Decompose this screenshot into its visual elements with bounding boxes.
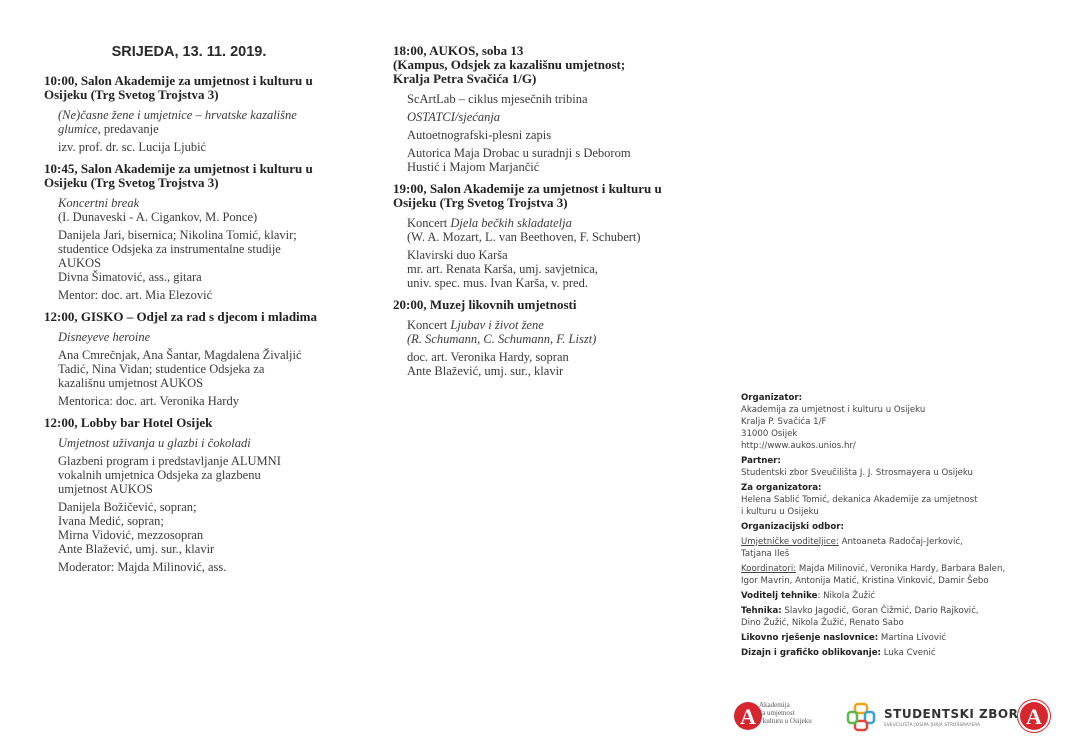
credits-segment: Studentski zbor Sveučilišta J. J. Strosmayera u Osijeku [741,468,973,478]
text-line [58,242,344,256]
credits-line [741,428,1061,440]
credits-section [741,563,1061,587]
credits-segment: i kulturu u Osijeku [741,507,819,517]
event [44,310,344,408]
credits-segment: Tehnika: [741,606,782,616]
credits-line [741,467,1061,479]
text-line [407,364,713,378]
text-segment: Autorica Maja Drobac u suradnji s Deborom [407,146,631,160]
text-segment: Danijela Jari, bisernica; Nikolina Tomić, klavir; [58,228,297,242]
text-segment: doc. art. Veronika Hardy, sopran [407,350,569,364]
credits-segment: Organizator: [741,393,803,403]
event-heading-line: 18:00, AUKOS, soba 13 [393,43,524,58]
text-line [58,140,344,154]
event-heading-line: 19:00, Salon Akademije za umjetnost i kulturu u [393,181,662,196]
event-paragraph [393,128,713,142]
credits-segment: Kralja P. Svačića 1/F [741,417,827,427]
credits-line [741,482,1061,494]
credits-segment: Koordinatori: [741,564,797,574]
credits-line [741,404,1061,416]
text-segment: Mirna Vidović, mezzosopran [58,528,204,542]
event-paragraph [393,350,713,378]
event-heading [44,416,344,430]
event-paragraph [44,196,344,224]
text-segment: Hustić i Majom Marjančić [407,160,540,174]
event [44,162,344,302]
credits-line [741,647,1061,659]
event-paragraph [44,454,344,496]
studentski-zbor-title: STUDENTSKI ZBOR [884,707,1019,721]
credits-segment: Luka Cvenić [880,648,936,658]
logo-strip [734,700,1054,734]
event-paragraph [44,500,344,556]
credits-segment: 31000 Osijek [741,429,798,439]
credits-segment: Organizacijski odbor: [741,522,844,532]
credits-segment: Voditelj tehnike [741,591,818,601]
credits-line [741,416,1061,428]
credits-segment: Slavko Jagodić, Goran Čižmić, Dario Rajković, [781,606,979,616]
event-paragraph [393,110,713,124]
text-line [58,394,344,408]
studentski-zbor-emblem-icon [846,702,876,732]
credits-segment: Likovno rješenje naslovnice: [741,633,879,643]
text-line [407,110,713,124]
credits-segment: Martina Livović [878,633,947,643]
text-segment: Koncertni break [58,196,140,210]
text-line [58,482,344,496]
text-line [407,248,713,262]
credits-segment: Umjetničke voditeljice: [741,537,839,547]
text-segment: OSTATCI/sjećanja [407,110,501,124]
akademija-logo: A [734,702,762,730]
credits-segment: Partner: [741,456,781,466]
event-paragraph [44,348,344,390]
credits-segment: Antoaneta Radočaj-Jerković, [838,537,963,547]
credits-section [741,536,1061,560]
event-paragraph [393,146,713,174]
middle-events [393,44,713,378]
credits-segment: http://www.aukos.unios.hr/ [741,441,856,451]
credits-line [741,506,1061,518]
credits-line [741,632,1061,644]
event-heading-line: 10:00, Salon Akademije za umjetnost i kulturu u [44,73,313,88]
text-segment: Danijela Božičević, sopran; [58,500,197,514]
credits-line [741,548,1061,560]
credits-segment: Dino Žužić, Nikola Žužić, Renato Sabo [741,618,904,628]
text-segment: Klavirski duo Karša [407,248,508,262]
text-line [58,362,344,376]
event [393,182,713,290]
text-line [58,454,344,468]
credits-line [741,605,1061,617]
text-line [58,288,344,302]
event-paragraph [393,92,713,106]
text-line [407,146,713,160]
text-line [58,436,344,450]
credits-segment: Dizajn i grafičko oblikovanje: [741,648,881,658]
text-segment: (W. A. Mozart, L. van Beethoven, F. Schubert) [407,230,641,244]
akademija-seal-logo: A [1020,702,1048,730]
akademija-logo-text [759,701,812,725]
event-heading [44,162,344,190]
credits-section [741,455,1061,479]
left-column [44,44,344,582]
text-line [58,228,344,242]
credits-line [741,536,1061,548]
event-heading-line: Osijeku (Trg Svetog Trojstva 3) [44,87,219,102]
text-segment: Ante Blažević, umj. sur., klavir [407,364,564,378]
text-line [58,348,344,362]
text-segment: predavanje [100,122,159,136]
event-heading-line: (Kampus, Odsjek za kazališnu umjetnost; [393,57,626,72]
text-line [407,276,713,290]
text-line [58,542,344,556]
event-paragraph [393,318,713,346]
text-segment: umjetnost AUKOS [58,482,153,496]
text-segment: Glazbeni program i predstavljanje ALUMNI [58,454,281,468]
event-heading-line: Kralja Petra Svačića 1/G) [393,71,537,86]
text-line [58,210,344,224]
logo-text-line: Akademija [759,701,790,709]
credits-section [741,647,1061,659]
text-segment: Ljubav i život žene [450,318,544,332]
event [44,74,344,154]
text-segment: Disneyeve heroine [58,330,151,344]
event [393,44,713,174]
event-heading-line: 20:00, Muzej likovnih umjetnosti [393,297,577,312]
text-segment: Tadić, Nina Vidan; studentice Odsjeka za [58,362,265,376]
credits-section [741,590,1061,602]
text-line [58,468,344,482]
text-segment: izv. prof. dr. sc. Lucija Ljubić [58,140,207,154]
text-segment: Autoetnografski-plesni zapis [407,128,552,142]
credits-segment: Helena Sablić Tomić, dekanica Akademije za umjetnost [741,495,978,505]
event-paragraph [44,228,344,284]
credits-line [741,575,1061,587]
text-segment: Koncert [407,216,451,230]
credits-section [741,632,1061,644]
text-segment: (I. Dunaveski - A. Cigankov, M. Ponce) [58,210,258,224]
event-heading-line: 12:00, GISKO – Odjel za rad s djecom i mladima [44,309,317,324]
event [393,298,713,378]
text-line [58,514,344,528]
text-line [58,560,344,574]
event-heading [393,44,713,86]
credits-segment: Tatjana Ileš [741,549,790,559]
event-paragraph [393,248,713,290]
event [44,416,344,574]
text-line [58,500,344,514]
text-segment: ScArtLab – ciklus mjesečnih tribina [407,92,588,106]
text-line [58,528,344,542]
event-paragraph [44,140,344,154]
credits-section [741,482,1061,518]
event-heading-line: Osijeku (Trg Svetog Trojstva 3) [44,175,219,190]
credits-line [741,392,1061,404]
text-segment: Divna Šimatović, ass., gitara [58,270,202,284]
credits-section [741,521,1061,533]
text-segment: Ivana Medić, sopran; [58,514,164,528]
credits-segment: : Nikola Žužić [817,591,876,601]
credits-segment: Igor Mavrin, Antonija Matić, Kristina Vinković, Damir Šebo [741,576,989,586]
text-line [58,108,344,122]
credits-section [741,605,1061,629]
text-segment: mr. art. Renata Karša, umj. savjetnica, [407,262,598,276]
text-line [58,376,344,390]
text-line [407,350,713,364]
event-heading [393,182,713,210]
text-line [407,216,713,230]
logo-text-line: i kulturu u Osijeku [759,717,812,725]
text-line [58,330,344,344]
event-heading-line: 12:00, Lobby bar Hotel Osijek [44,415,213,430]
event-heading-line: 10:45, Salon Akademije za umjetnost i kulturu u [44,161,313,176]
credits-line [741,494,1061,506]
text-segment: Ana Cmrečnjak, Ana Šantar, Magdalena Živaljić [58,348,302,362]
event-heading-line: Osijeku (Trg Svetog Trojstva 3) [393,195,568,210]
event-paragraph [44,560,344,574]
text-line [407,262,713,276]
text-segment: univ. spec. mus. Ivan Karša, v. pred. [407,276,588,290]
event-paragraph [44,394,344,408]
credits-section [741,392,1061,452]
text-line [407,332,713,346]
text-segment: studentice Odsjeka za instrumentalne studije [58,242,281,256]
text-line [407,92,713,106]
text-segment: Koncert [407,318,451,332]
studentski-zbor-subtitle: SVEUČILIŠTA JOSIPA JURJA STROSSMAYERA [884,722,981,727]
credits-line [741,590,1061,602]
credits-segment: Majda Milinović, Veronika Hardy, Barbara Balen, [796,564,1006,574]
text-segment: (Ne)časne žene i umjetnice – hrvatske kazališne [58,108,297,122]
credits-line [741,521,1061,533]
text-line [407,230,713,244]
text-segment: kazališnu umjetnost AUKOS [58,376,204,390]
text-segment: AUKOS [58,256,102,270]
credits-line [741,455,1061,467]
credits-line [741,440,1061,452]
middle-column [393,44,713,386]
credits-segment: Akademija za umjetnost i kulturu u Osijeku [741,405,926,415]
text-segment: Mentorica: doc. art. Veronika Hardy [58,394,239,408]
event-paragraph [44,288,344,302]
event-paragraph [44,330,344,344]
text-segment: (R. Schumann, C. Schumann, F. Liszt) [407,332,597,346]
event-heading [393,298,713,312]
credits-segment: Za organizatora: [741,483,822,493]
credits-line [741,563,1061,575]
event-heading [44,74,344,102]
text-segment: vokalnih umjetnica Odsjeka za glazbenu [58,468,261,482]
text-segment: Ante Blažević, umj. sur., klavir [58,542,215,556]
event-paragraph [44,436,344,450]
event-heading [44,310,344,324]
text-line [407,128,713,142]
text-line [58,270,344,284]
text-line [58,256,344,270]
logo-text-line: za umjetnost [759,709,795,717]
text-line [407,318,713,332]
text-segment: Djela bečkih skladatelja [450,216,572,230]
text-segment: glumice, [58,122,101,136]
event-paragraph [393,216,713,244]
text-segment: Moderator: Majda Milinović, ass. [58,560,227,574]
credits-block [741,392,1061,662]
event-paragraph [44,108,344,136]
text-segment: Mentor: doc. art. Mia Elezović [58,288,213,302]
text-line [58,122,344,136]
text-line [58,196,344,210]
text-segment: Umjetnost uživanja u glazbi i čokoladi [58,436,251,450]
day-title: SRIJEDA, 13. 11. 2019. [111,44,267,60]
left-events [44,74,344,574]
text-line [407,160,713,174]
credits-line [741,617,1061,629]
